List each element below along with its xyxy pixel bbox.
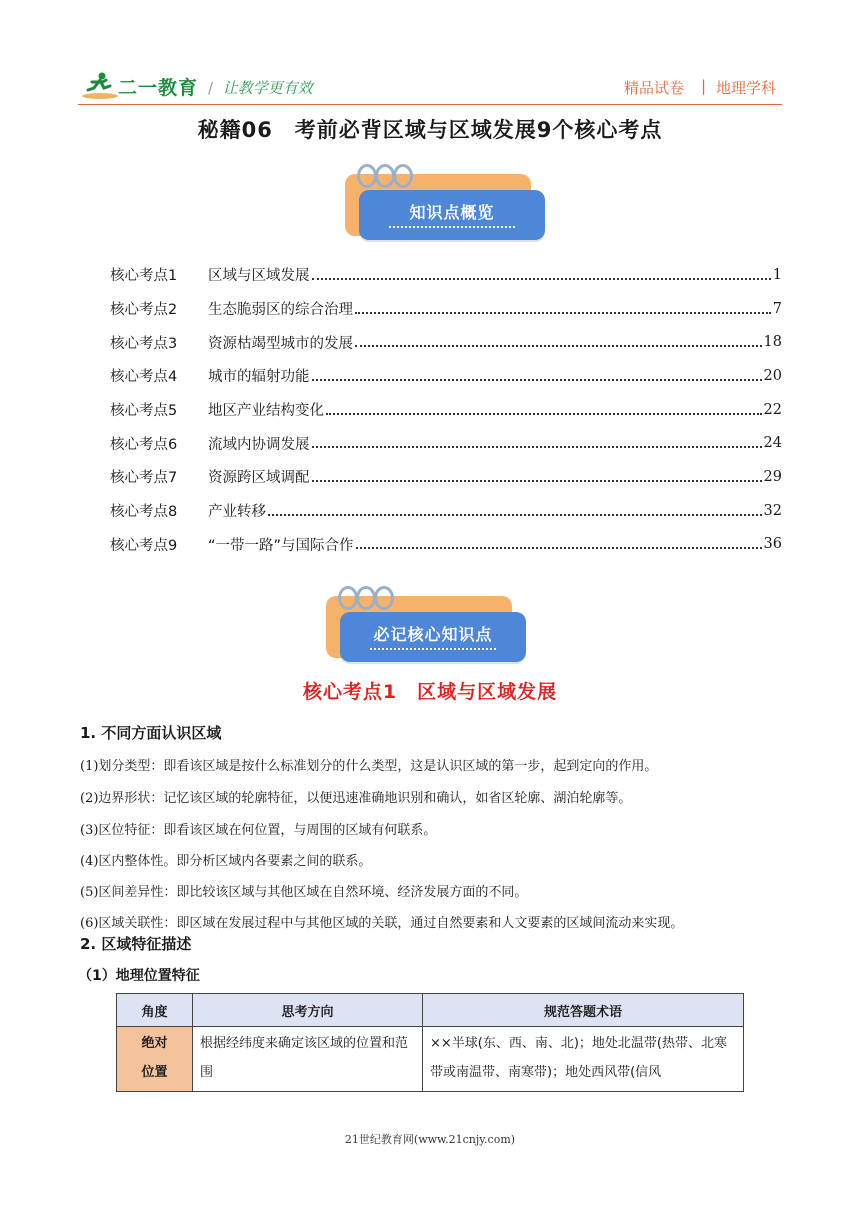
header-tag-left: 精品试卷 xyxy=(624,79,685,97)
paragraph: (6)区域关联性：即区域在发展过程中与其他区域的关联，通过自然要素和人文要素的区域间流动来实现。 xyxy=(80,916,684,931)
section-title: 核心考点1 区域与区域发展 xyxy=(302,681,558,703)
toc-item-page: 29 xyxy=(763,468,782,485)
toc-leader-dots xyxy=(312,379,762,381)
toc-item-number: 核心考点1 xyxy=(110,268,178,285)
table-header: 思考方向 xyxy=(193,994,423,1027)
toc-item-page: 20 xyxy=(763,367,782,384)
toc-item-title: 资源枯竭型城市的发展 xyxy=(208,335,353,352)
toc-item-page: 32 xyxy=(763,502,782,519)
toc-item-number: 核心考点5 xyxy=(110,403,178,420)
table-header: 角度 xyxy=(117,994,193,1027)
runner-logo-icon xyxy=(80,70,120,100)
document-title: 秘籍06 考前必背区域与区域发展9个核心考点 xyxy=(197,118,663,142)
core-knowledge-badge-label: 必记核心知识点 xyxy=(373,625,493,644)
table-row xyxy=(117,1027,744,1092)
toc-item[interactable] xyxy=(110,292,782,326)
toc-leader-dots xyxy=(356,547,762,549)
toc-item[interactable] xyxy=(110,258,782,292)
toc-item[interactable] xyxy=(110,325,782,359)
paragraph: (2)边界形状：记忆该区域的轮廓特征，以便迅速准确地识别和确认，如省区轮廓、湖泊轮廓等。 xyxy=(80,791,632,806)
toc-leader-dots xyxy=(268,514,762,516)
header-tag-right: 地理学科 xyxy=(716,79,777,97)
toc-item-title: 区域与区域发展 xyxy=(208,268,310,285)
toc-item-title: 产业转移 xyxy=(208,504,266,521)
toc-item-number: 核心考点6 xyxy=(110,436,178,453)
heading-recognize-region: 1. 不同方面认识区域 xyxy=(80,724,222,742)
toc-leader-dots xyxy=(355,312,771,314)
toc-item-title: “一带一路”与国际合作 xyxy=(208,537,354,554)
toc-item[interactable] xyxy=(110,359,782,393)
toc-item-number: 核心考点2 xyxy=(110,302,178,319)
toc-item-number: 核心考点4 xyxy=(110,369,178,386)
brand-name: 二一教育 xyxy=(118,77,199,99)
paragraph: (3)区位特征：即看该区域在何位置，与周围的区域有何联系。 xyxy=(80,823,437,838)
header-divider xyxy=(78,104,782,105)
heading-region-features: 2. 区域特征描述 xyxy=(80,935,192,953)
toc-item[interactable] xyxy=(110,460,782,494)
toc-item[interactable] xyxy=(110,528,782,562)
toc-item-title: 资源跨区域调配 xyxy=(208,470,310,487)
table-header: 规范答题术语 xyxy=(423,994,744,1027)
overview-badge xyxy=(345,160,545,246)
toc-item-title: 地区产业结构变化 xyxy=(208,403,324,420)
toc-item-number: 核心考点7 xyxy=(110,470,178,487)
paragraph: (5)区间差异性：即比较该区域与其他区域在自然环境、经济发展方面的不同。 xyxy=(80,885,528,900)
core-knowledge-badge xyxy=(326,582,526,668)
slogan: / 让教学更有效 xyxy=(208,79,313,97)
toc-item-title: 生态脆弱区的综合治理 xyxy=(208,302,353,319)
toc-leader-dots xyxy=(326,413,762,415)
toc-item-page: 22 xyxy=(763,401,782,418)
table-cell-angle: 绝对 位置 xyxy=(117,1027,193,1092)
toc-item-title: 流域内协调发展 xyxy=(208,436,310,453)
table-cell-direction: 根据经纬度来确定该区域的位置和范围 xyxy=(193,1027,423,1092)
toc-item-title: 城市的辐射功能 xyxy=(208,369,310,386)
toc-leader-dots xyxy=(312,446,762,448)
toc-item[interactable] xyxy=(110,494,782,528)
toc-item-page: 36 xyxy=(763,536,782,553)
toc-item[interactable] xyxy=(110,393,782,427)
footer-source: 21世纪教育网(www.21cnjy.com) xyxy=(344,1133,516,1146)
toc-item-number: 核心考点8 xyxy=(110,504,178,521)
location-feature-table xyxy=(116,993,744,1092)
toc-leader-dots xyxy=(312,278,771,280)
toc-item-page: 7 xyxy=(772,300,782,317)
toc-item-number: 核心考点3 xyxy=(110,335,178,352)
overview-badge-label: 知识点概览 xyxy=(409,203,495,222)
paragraph: (4)区内整体性。即分析区域内各要素之间的联系。 xyxy=(80,854,372,869)
toc-item-page: 24 xyxy=(763,435,782,452)
header-tag-separator: | xyxy=(701,77,707,95)
table-cell-terms: ××半球(东、西、南、北)；地处北温带(热带、北寒带或南温带、南寒带)；地处西风带(信风 xyxy=(423,1027,744,1092)
paragraph: (1)划分类型：即看该区域是按什么标准划分的什么类型，这是认识区域的第一步，起到定向的作用。 xyxy=(80,759,658,774)
toc-item[interactable] xyxy=(110,426,782,460)
toc-item-page: 1 xyxy=(772,266,782,283)
subheading-location: （1）地理位置特征 xyxy=(78,968,200,984)
toc-item-page: 18 xyxy=(763,334,782,351)
toc-item-number: 核心考点9 xyxy=(110,537,178,554)
toc-leader-dots xyxy=(312,480,762,482)
toc-leader-dots xyxy=(355,345,762,347)
table-of-contents xyxy=(110,258,782,561)
